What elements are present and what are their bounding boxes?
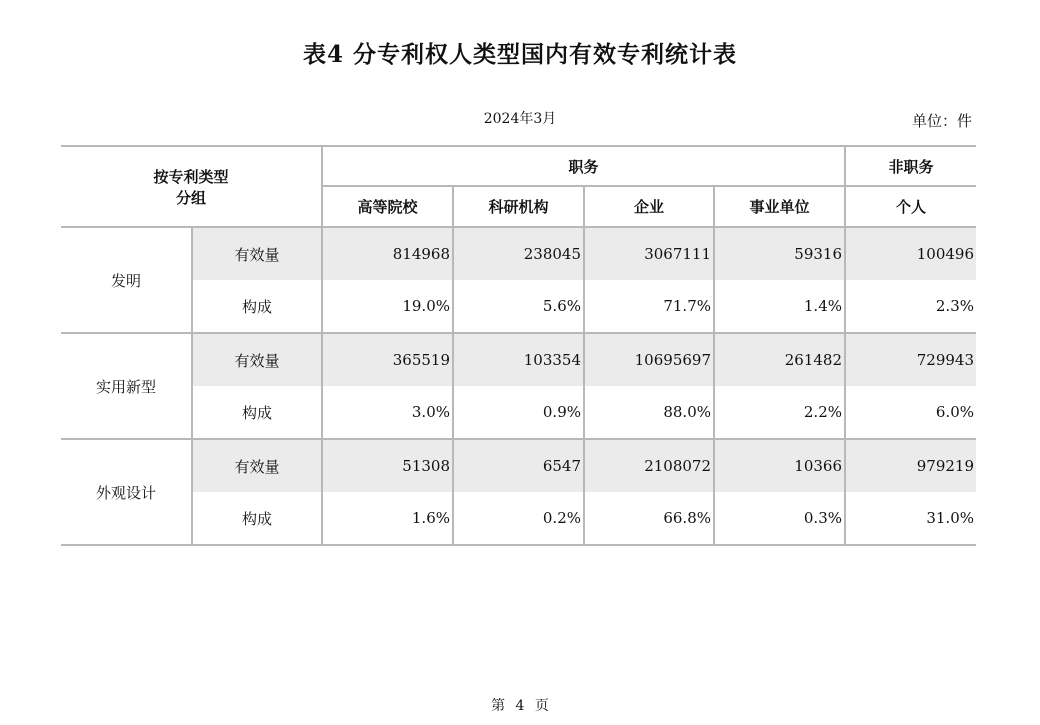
category-utility-model: 实用新型 (61, 333, 192, 439)
col-research: 科研机构 (453, 186, 584, 227)
table-row (61, 227, 976, 280)
col-enterprise: 企业 (584, 186, 714, 227)
table-row (61, 333, 976, 386)
col-institution: 事业单位 (714, 186, 845, 227)
row-label-count: 有效量 (192, 439, 322, 492)
table-cell: 814968 (322, 227, 453, 280)
row-label-share: 构成 (192, 386, 322, 439)
table-row (61, 386, 976, 439)
duty-header: 职务 (322, 146, 845, 186)
page-title: 表4 分专利权人类型国内有效专利统计表 (302, 41, 737, 68)
row-label-share: 构成 (192, 492, 322, 545)
table-cell: 1.4% (714, 280, 845, 333)
table-cell: 2.3% (845, 280, 976, 333)
table-cell: 100496 (845, 227, 976, 280)
category-invention: 发明 (61, 227, 192, 333)
table-cell: 71.7% (584, 280, 714, 333)
table-cell: 59316 (714, 227, 845, 280)
group-header-line2: 分组 (175, 188, 206, 207)
page-number: 第 4 页 (491, 698, 549, 714)
table-cell: 66.8% (584, 492, 714, 545)
table-cell: 0.9% (453, 386, 584, 439)
table-cell: 51308 (322, 439, 453, 492)
table-cell: 2108072 (584, 439, 714, 492)
group-header-line1: 按专利类型 (153, 167, 229, 186)
table-cell: 31.0% (845, 492, 976, 545)
non-duty-header: 非职务 (845, 146, 976, 186)
table-cell: 10366 (714, 439, 845, 492)
table-cell: 0.2% (453, 492, 584, 545)
table-cell: 261482 (714, 333, 845, 386)
table-row (61, 280, 976, 333)
table-cell: 238045 (453, 227, 584, 280)
table-cell: 10695697 (584, 333, 714, 386)
table-cell: 2.2% (714, 386, 845, 439)
category-design: 外观设计 (61, 439, 192, 545)
col-individual: 个人 (845, 186, 976, 227)
patent-stats-table (61, 145, 976, 546)
table-cell: 365519 (322, 333, 453, 386)
col-university: 高等院校 (322, 186, 453, 227)
report-date: 2024年3月 (483, 111, 557, 127)
row-label-share: 构成 (192, 280, 322, 333)
row-label-count: 有效量 (192, 227, 322, 280)
table-cell: 3067111 (584, 227, 714, 280)
table-row (61, 439, 976, 492)
table-cell: 88.0% (584, 386, 714, 439)
row-label-count: 有效量 (192, 333, 322, 386)
table-cell: 1.6% (322, 492, 453, 545)
table-cell: 6.0% (845, 386, 976, 439)
table-row (61, 492, 976, 545)
table-cell: 979219 (845, 439, 976, 492)
table-cell: 3.0% (322, 386, 453, 439)
table-cell: 103354 (453, 333, 584, 386)
table-cell: 5.6% (453, 280, 584, 333)
table-cell: 729943 (845, 333, 976, 386)
group-header (61, 146, 322, 227)
table-cell: 0.3% (714, 492, 845, 545)
unit-label: 单位：件 (911, 112, 972, 130)
table-cell: 6547 (453, 439, 584, 492)
table-cell: 19.0% (322, 280, 453, 333)
